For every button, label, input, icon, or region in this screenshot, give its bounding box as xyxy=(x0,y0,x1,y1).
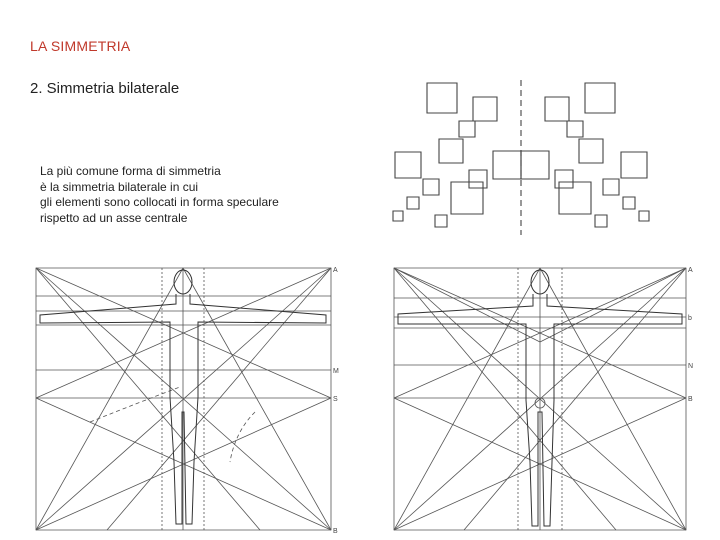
label-b-small-right: b xyxy=(688,315,692,322)
slide-subtitle: 2. Simmetria bilaterale xyxy=(30,80,180,97)
label-b-right: B xyxy=(688,396,693,403)
label-n-right: N xyxy=(688,363,694,370)
label-s-left: S xyxy=(333,396,338,403)
label-a-right: A xyxy=(688,267,693,274)
body-line-3: gli elementi sono collocati in forma speculare xyxy=(40,195,279,209)
body-line-2: è la simmetria bilaterale in cui xyxy=(40,179,199,194)
squares-symmetry-drawing xyxy=(385,75,680,240)
label-a-left: A xyxy=(333,267,338,274)
proportion-drawing-left xyxy=(30,262,345,537)
slide-title: LA SIMMETRIA xyxy=(30,38,131,54)
proportion-drawing-right xyxy=(388,262,698,537)
label-m-left: M xyxy=(333,368,339,375)
body-line-1: La più comune forma di simmetria xyxy=(40,164,221,178)
body-text xyxy=(40,164,340,226)
label-b-left: B xyxy=(333,528,338,535)
body-line-4: rispetto ad un asse centrale xyxy=(40,210,188,225)
